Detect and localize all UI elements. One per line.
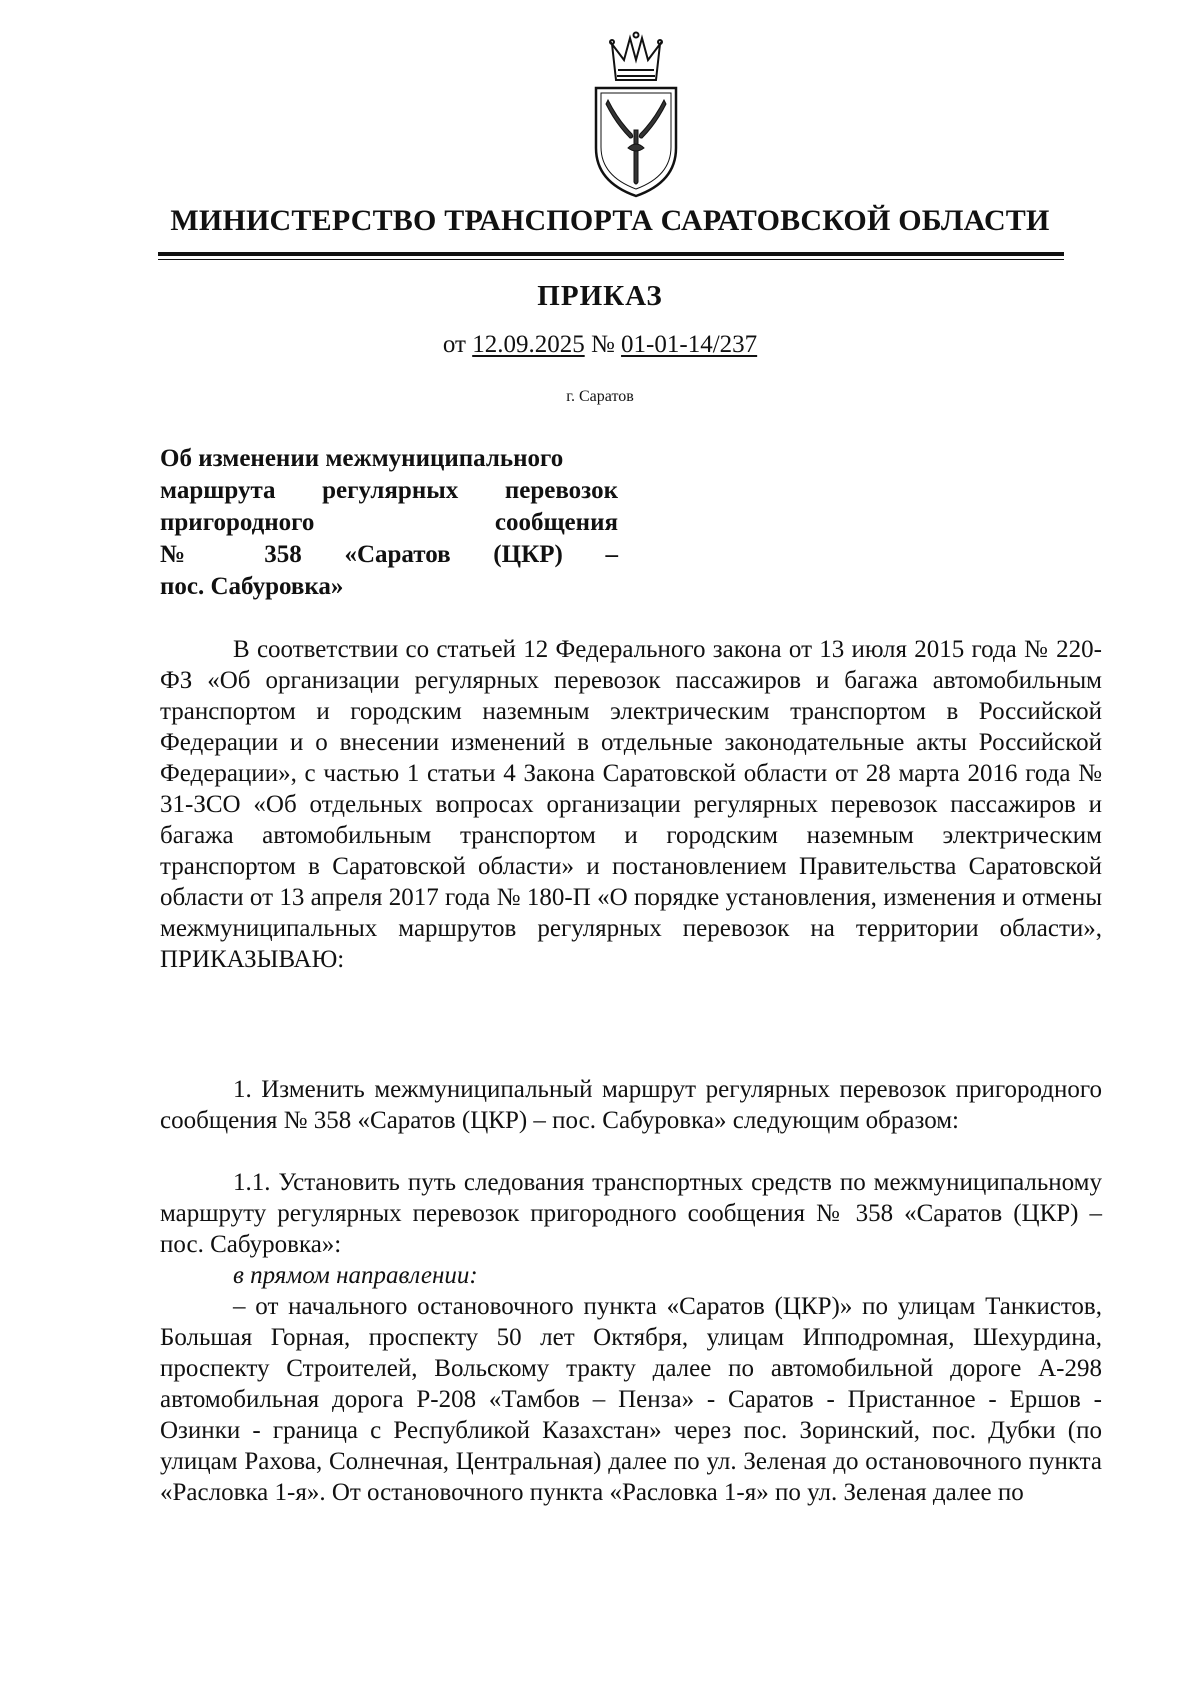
order-number: 01-01-14/237 <box>621 331 758 358</box>
order-subject <box>160 443 618 603</box>
order-date-number <box>0 331 1200 359</box>
header-rule-thick <box>158 252 1064 256</box>
coat-of-arms-icon <box>588 30 684 200</box>
subject-line: пос. Сабуровка» <box>160 573 344 600</box>
subject-line: маршрута регулярных перевозок <box>160 477 618 504</box>
item-1-1-paragraph: 1.1. Установить путь следования транспортных средств по межмуниципальному маршруту регулярных перевозок пригородного сообщения № 358 «Саратов (ЦКР) – пос. Сабуровка»: <box>160 1169 1102 1258</box>
item-1-paragraph: 1. Изменить межмуниципальный маршрут регулярных перевозок пригородного сообщения № 358 «Саратов (ЦКР) – пос. Сабуровка» следующим образом: <box>160 1076 1102 1134</box>
date-prefix: от <box>442 331 473 358</box>
number-prefix: № <box>584 331 622 358</box>
order-city: г. Саратов <box>566 388 634 405</box>
subject-line: Об изменении межмуниципального <box>160 445 564 472</box>
direction-heading: в прямом направлении: <box>233 1262 478 1289</box>
ministry-name: МИНИСТЕРСТВО ТРАНСПОРТА САРАТОВСКОЙ ОБЛАСТИ <box>170 204 1050 237</box>
order-date: 12.09.2025 <box>472 331 585 358</box>
preamble-paragraph: В соответствии со статьей 12 Федерального закона от 13 июля 2015 года № 220-ФЗ «Об организации регулярных перевозок пассажиров и багажа автомобильным транспортом и городским наземным электрическим транспортом в Российской Федерации и о внесении изменений в отдельные законодательные акты Российской Федерации», с частью 1 статьи 4 Закона Саратовской области от 28 марта 2016 года № 31-ЗСО «Об отдельных вопросах организации регулярных перевозок пассажиров и багажа автомобильным транспортом и городским наземным электрическим транспортом в Саратовской области» и постановлением Правительства Саратовской области от 13 апреля 2017 года № 180-П «О порядке установления, изменения и отмены межмуниципальных маршрутов регулярных перевозок на территории области», ПРИКАЗЫВАЮ: <box>160 636 1102 973</box>
header-rule-thin <box>158 259 1064 260</box>
route-paragraph: – от начального остановочного пункта «Саратов (ЦКР)» по улицам Танкистов, Большая Горная, проспекту 50 лет Октября, улицам Ипподромная, Шехурдина, проспекту Строителей, Вольскому тракту далее по автомобильной дороге А-298 автомобильная дорога Р-208 «Тамбов – Пенза» - Саратов - Пристанное - Ершов - Озинки - граница с Республикой Казахстан» через пос. Зоринский, пос. Дубки (по улицам Рахова, Солнечная, Центральная) далее по ул. Зеленая до остановочного пункта «Расловка 1-я». От остановочного пункта «Расловка 1-я» по ул. Зеленая далее по <box>160 1293 1102 1506</box>
subject-line: № 358 «Саратов (ЦКР) – <box>160 541 618 568</box>
order-title: ПРИКАЗ <box>537 280 663 312</box>
subject-line: пригородного сообщения <box>160 509 618 536</box>
